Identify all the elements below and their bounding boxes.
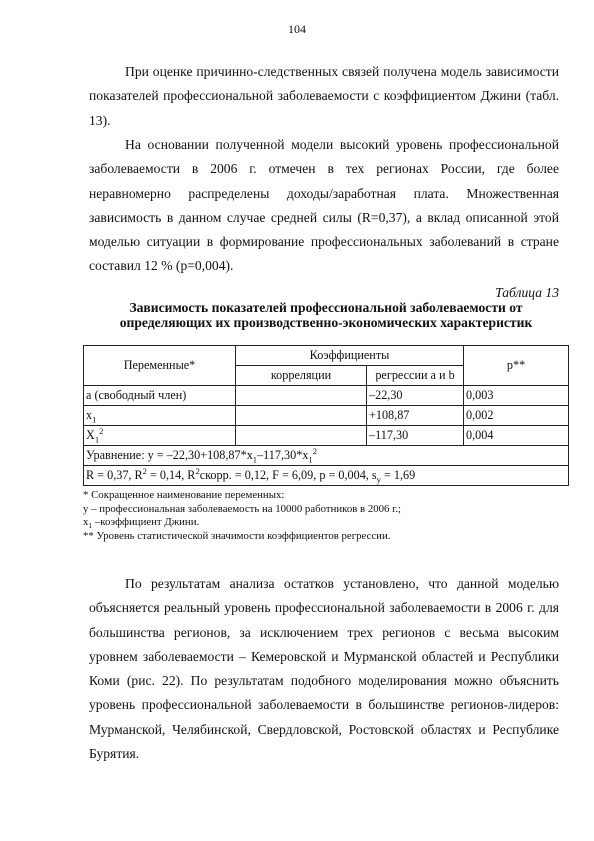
header-variables: Переменные* <box>84 346 236 386</box>
table-row <box>84 426 569 446</box>
note-significance: ** Уровень статистической значимости коэффициентов регрессии. <box>83 529 391 542</box>
stats-r: R = 0,37, R <box>86 468 143 482</box>
equation-sub: 1 <box>308 454 313 465</box>
table-notes <box>83 489 568 543</box>
equation-prefix: Уравнение: y = –22,30+108,87*x <box>86 448 253 462</box>
stats-sub: y <box>376 474 381 485</box>
note-x1-base: x <box>83 516 89 529</box>
paragraph-intro: При оценке причинно-следственных связей получена модель зависимости показателей профессиональной заболеваемости с коэффициентом Джини (табл. 13). <box>89 64 559 128</box>
cell-variable: a (свободный член) <box>84 386 236 406</box>
stats-radj: скорр. = 0,12, F = 6,09, p = 0,004, s <box>199 468 377 482</box>
stats-sup: 2 <box>195 465 200 476</box>
table-row <box>84 406 569 426</box>
header-regression: регрессии a и b <box>367 366 464 386</box>
paragraph-residuals: По результатам анализа остатков установлено, что данной моделью объясняется реальный уровень профессиональной заболеваемости в 2006 г. для большинства регионов, за исключением трех регионов с весьма высоким уровнем заболеваемости – Кемеровской и Мурманской областей и Республики Коми (рис. 22). По результатам подобного моделирования можно объяснить уровень профессиональной заболеваемости в большинстве регионов-лидеров: Мурманской, Челябинской, Свердловской, Ростовской областях и Республике Бурятия. <box>89 576 559 762</box>
table-header-row <box>84 346 569 366</box>
cell-variable <box>84 406 236 426</box>
cell-p: 0,002 <box>464 406 569 426</box>
regression-table <box>83 345 569 486</box>
cell-regression: +108,87 <box>367 406 464 426</box>
note-abbreviations: * Сокращенное наименование переменных: <box>83 489 285 501</box>
var-base: x <box>86 408 93 422</box>
equation-mid: –117,30*x <box>257 448 309 462</box>
stats-r2: = 0,14, R <box>146 468 196 482</box>
page-number: 104 <box>288 22 306 36</box>
stats-cell <box>84 466 569 486</box>
equation-sub: 1 <box>252 454 258 465</box>
cell-correlation <box>236 406 367 426</box>
equation-row <box>84 446 569 466</box>
table-title: Зависимость показателей профессиональной заболеваемости от определяющих их производственно-экономических характеристик <box>119 300 533 330</box>
cell-p: 0,003 <box>464 386 569 406</box>
cell-correlation <box>236 426 367 446</box>
header-p: p** <box>464 346 569 386</box>
var-sub: 1 <box>94 434 100 445</box>
stats-row <box>84 466 569 486</box>
equation-sup: 2 <box>312 445 317 456</box>
cell-regression: –22,30 <box>367 386 464 406</box>
note-x1-text: –коэффициент Джини. <box>92 516 200 529</box>
cell-correlation <box>236 386 367 406</box>
table-row <box>84 386 569 406</box>
cell-regression: –117,30 <box>367 426 464 446</box>
header-correlation: корреляции <box>236 366 367 386</box>
stats-sy: = 1,69 <box>380 468 416 482</box>
paragraph-model-results: На основании полученной модели высокий уровень профессиональной заболеваемости в 2006 г. отмечен в тех регионах России, где более неравномерно распределены доходы/заработная плата. Множественная зависимость в данном случае средней силы (R=0,37), а вклад описанной этой моделью ситуации в формирование профессиональных заболеваний в стране составил 12 % (p=0,004). <box>89 137 559 274</box>
note-x1 <box>83 516 568 530</box>
cell-variable <box>84 426 236 446</box>
var-sup: 2 <box>99 425 104 436</box>
cell-p: 0,004 <box>464 426 569 446</box>
note-x1-sub: 1 <box>88 521 93 531</box>
var-sub: 1 <box>92 414 97 425</box>
table-label: Таблица 13 <box>495 285 559 300</box>
header-coefficients: Коэффициенты <box>236 346 464 366</box>
var-base: X <box>86 428 95 442</box>
stats-sup: 2 <box>142 465 147 476</box>
note-y: y – профессиональная заболеваемость на 10000 работников в 2006 г.; <box>83 502 402 515</box>
equation-cell <box>84 446 569 466</box>
